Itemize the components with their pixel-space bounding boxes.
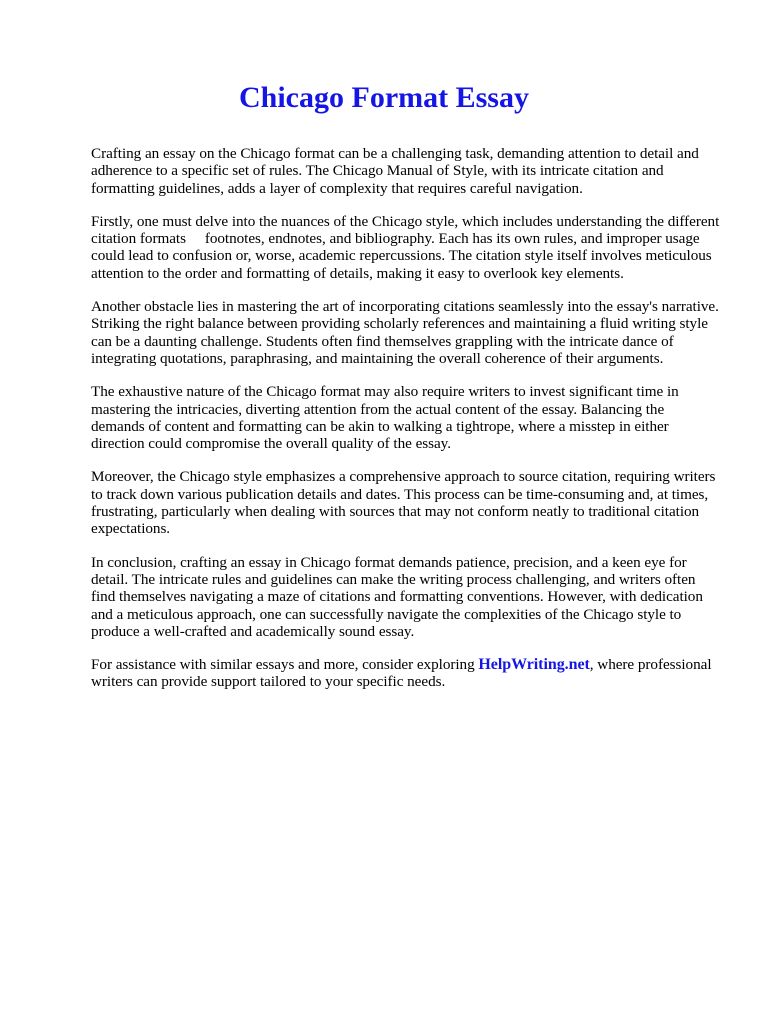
paragraph-closing: [91, 656, 721, 691]
closing-text-after-link: , where professional writers can provide support tailored to your specific needs.: [91, 656, 712, 691]
helpwriting-link[interactable]: HelpWriting.net: [478, 656, 590, 674]
paragraph-citation-formats: Firstly, one must delve into the nuances of the Chicago style, which includes understanding the different citation formats footnotes, endnotes, and bibliography. Each has its own rules, and improper usage could lead to confusion or, worse, academic repercussions. The citation style itself involves meticulous attention to the order and formatting of details, making it easy to overlook key elements.: [91, 212, 720, 282]
paragraph-source-citation: Moreover, the Chicago style emphasizes a comprehensive approach to source citation, requiring writers to track down various publication details and dates. This process can be time-consuming and, at times, frustrating, particularly when dealing with sources that may not conform neatly to traditional citation expectations.: [91, 468, 716, 538]
essay-body: [91, 145, 721, 707]
paragraph-intro: Crafting an essay on the Chicago format can be a challenging task, demanding attention to detail and adherence to a specific set of rules. The Chicago Manual of Style, with its intricate citation and formatting guidelines, adds a layer of complexity that requires careful navigation.: [91, 145, 699, 197]
paragraph-conclusion: In conclusion, crafting an essay in Chicago format demands patience, precision, and a keen eye for detail. The intricate rules and guidelines can make the writing process challenging, and writers often find themselves navigating a maze of citations and formatting conventions. However, with dedication and a meticulous approach, one can successfully navigate the complexities of the Chicago style to produce a well-crafted and academically sound essay.: [91, 553, 703, 640]
paragraph-time-investment: The exhaustive nature of the Chicago format may also require writers to invest significant time in mastering the intricacies, diverting attention from the actual content of the essay. Balancing the demands of content and formatting can be akin to walking a tightrope, where a misstep in either direction could compromise the overall quality of the essay.: [91, 383, 679, 453]
paragraph-incorporating-citations: Another obstacle lies in mastering the art of incorporating citations seamlessly into the essay's narrative. Striking the right balance between providing scholarly references and maintaining a fluid writing style can be a daunting challenge. Students often find themselves grappling with the intricate dance of integrating quotations, paraphrasing, and maintaining the overall coherence of their arguments.: [91, 298, 719, 367]
closing-text-before-link: For assistance with similar essays and more, consider exploring: [91, 656, 479, 674]
page-title: Chicago Format Essay: [239, 81, 529, 114]
